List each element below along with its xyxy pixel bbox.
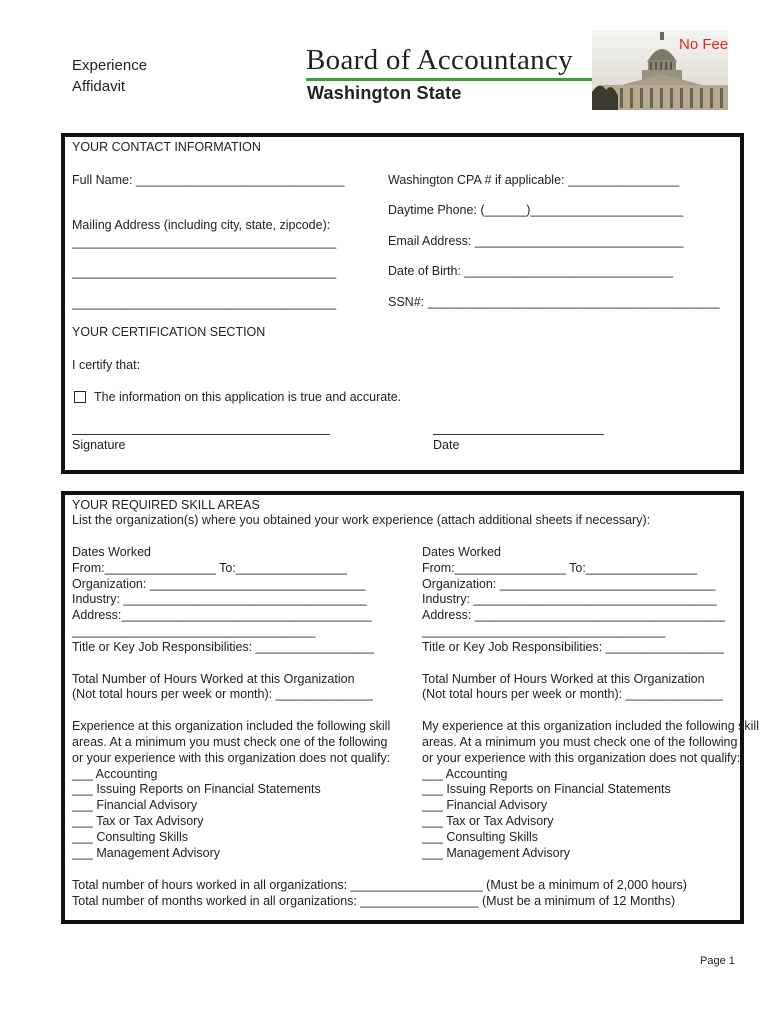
total-hours-label: Total Number of Hours Worked at this Organization bbox=[422, 671, 705, 686]
signature-label: Signature bbox=[72, 438, 126, 452]
industry-field[interactable]: Industry: ___________________________________ bbox=[422, 592, 717, 607]
organization-right-column bbox=[422, 545, 759, 861]
experience-text-line1: My experience at this organization included the following skill bbox=[422, 719, 759, 734]
from-to-field[interactable]: From:________________ To:________________ bbox=[72, 560, 348, 575]
signature-line[interactable] bbox=[72, 434, 330, 435]
dates-worked-label: Dates Worked bbox=[72, 545, 151, 559]
experience-text-line2: areas. At a minimum you must check one of the following bbox=[72, 734, 388, 749]
email-field[interactable]: Email Address: ______________________________ bbox=[388, 234, 684, 248]
certification-heading: YOUR CERTIFICATION SECTION bbox=[72, 325, 266, 339]
contact-heading: YOUR CONTACT INFORMATION bbox=[72, 140, 261, 154]
skill-item-issuing-reports[interactable]: ___ Issuing Reports on Financial Statements bbox=[422, 782, 671, 797]
date-of-birth-field[interactable]: Date of Birth: ______________________________ bbox=[388, 264, 673, 278]
logo-green-rule bbox=[306, 78, 598, 81]
document-title-line1: Experience bbox=[72, 57, 148, 74]
document-title bbox=[72, 55, 147, 97]
not-total-hours-field[interactable]: (Not total hours per week or month): ______________ bbox=[72, 687, 373, 702]
skills-instruction: List the organization(s) where you obtained your work experience (attach additional sheets if necessary): bbox=[72, 513, 651, 527]
dates-worked-label: Dates Worked bbox=[422, 545, 501, 559]
skills-heading: YOUR REQUIRED SKILL AREAS bbox=[72, 498, 260, 512]
job-title-field[interactable]: Title or Key Job Responsibilities: _________________ bbox=[72, 639, 374, 654]
mailing-address-label: Mailing Address (including city, state, zipcode): bbox=[72, 218, 331, 232]
certify-label: I certify that: bbox=[72, 358, 141, 372]
experience-text-line3: or your experience with this organization does not qualify: bbox=[422, 750, 741, 765]
state-name: Washington State bbox=[307, 83, 462, 103]
skill-item-consulting-skills[interactable]: ___ Consulting Skills bbox=[422, 829, 539, 844]
date-label: Date bbox=[433, 438, 460, 452]
skill-item-financial-advisory[interactable]: ___ Financial Advisory bbox=[72, 798, 198, 813]
fee-label: No Fee bbox=[679, 36, 729, 53]
not-total-hours-field[interactable]: (Not total hours per week or month): ______________ bbox=[422, 687, 723, 702]
skill-item-issuing-reports[interactable]: ___ Issuing Reports on Financial Statements bbox=[72, 782, 321, 797]
address-line2-field[interactable]: ___________________________________ bbox=[72, 623, 316, 638]
skill-item-consulting-skills[interactable]: ___ Consulting Skills bbox=[72, 829, 189, 844]
board-name: Board of Accountancy bbox=[306, 44, 573, 76]
daytime-phone-field[interactable]: Daytime Phone: (______)______________________ bbox=[388, 203, 684, 217]
skill-item-accounting[interactable]: ___ Accounting bbox=[72, 766, 158, 781]
experience-text-line2: areas. At a minimum you must check one of the following bbox=[422, 734, 738, 749]
full-name-field[interactable]: Full Name: ______________________________ bbox=[72, 173, 345, 187]
organization-field[interactable]: Organization: _______________________________ bbox=[72, 576, 366, 591]
job-title-field[interactable]: Title or Key Job Responsibilities: _________________ bbox=[422, 639, 724, 654]
industry-field[interactable]: Industry: ___________________________________ bbox=[72, 592, 367, 607]
address-field[interactable]: Address:____________________________________ bbox=[72, 608, 372, 623]
mailing-address-line2[interactable]: ______________________________________ bbox=[72, 265, 337, 279]
total-hours-all-field[interactable]: Total number of hours worked in all organizations: ___________________ (Must be a minimum of 2,000 hours) bbox=[72, 878, 687, 892]
page-number: Page 1 bbox=[700, 955, 735, 967]
skill-item-management-advisory[interactable]: ___ Management Advisory bbox=[422, 845, 571, 860]
skill-item-financial-advisory[interactable]: ___ Financial Advisory bbox=[422, 798, 548, 813]
ssn-field[interactable]: SSN#: __________________________________________ bbox=[388, 295, 720, 309]
skill-item-tax-advisory[interactable]: ___ Tax or Tax Advisory bbox=[72, 813, 204, 828]
skill-item-management-advisory[interactable]: ___ Management Advisory bbox=[72, 845, 221, 860]
mailing-address-line3[interactable]: ______________________________________ bbox=[72, 296, 337, 310]
total-hours-label: Total Number of Hours Worked at this Organization bbox=[72, 671, 355, 686]
document-title-line2: Affidavit bbox=[72, 78, 126, 95]
experience-text-line1: Experience at this organization included the following skill bbox=[72, 719, 391, 734]
certify-checkbox[interactable] bbox=[74, 391, 86, 403]
organization-field[interactable]: Organization: _______________________________ bbox=[422, 576, 716, 591]
address-field[interactable]: Address: ____________________________________ bbox=[422, 608, 726, 623]
skill-item-tax-advisory[interactable]: ___ Tax or Tax Advisory bbox=[422, 813, 554, 828]
cpa-number-field[interactable]: Washington CPA # if applicable: ________________ bbox=[388, 173, 680, 187]
date-line[interactable] bbox=[433, 434, 604, 435]
certify-checkbox-label: The information on this application is true and accurate. bbox=[94, 390, 402, 404]
address-line2-field[interactable]: ___________________________________ bbox=[422, 623, 666, 638]
organization-left-column bbox=[72, 545, 390, 861]
from-to-field[interactable]: From:________________ To:________________ bbox=[422, 560, 698, 575]
experience-text-line3: or your experience with this organization does not qualify: bbox=[72, 750, 391, 765]
total-months-all-field[interactable]: Total number of months worked in all organizations: _________________ (Must be a minimum of 12 Months) bbox=[72, 894, 676, 908]
skill-item-accounting[interactable]: ___ Accounting bbox=[422, 766, 508, 781]
mailing-address-line1[interactable]: ______________________________________ bbox=[72, 235, 337, 249]
